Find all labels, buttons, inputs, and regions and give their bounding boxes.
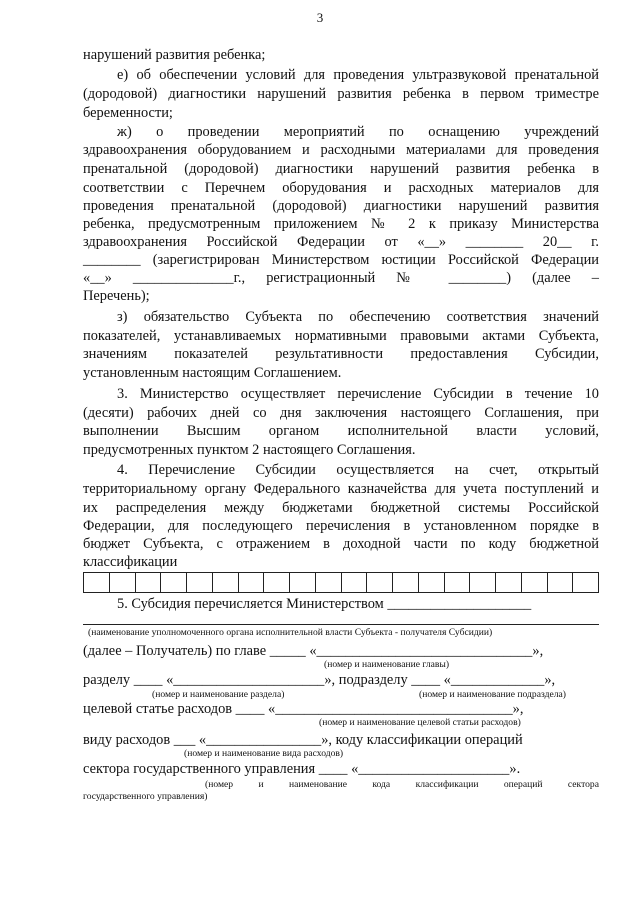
code-cell xyxy=(213,573,239,592)
text-line: их распределения между бюджетами бюджетной системы Российской xyxy=(83,500,599,516)
line-razdel: разделу ____ «_____________________», подразделу ____ «_____________», xyxy=(83,672,556,688)
caption-sektor-1: (номер и наименование кода классификации операций сектора xyxy=(205,779,599,790)
text-line: Федерации, для последующего перечисления в установленном порядке в xyxy=(83,518,599,534)
code-cell xyxy=(367,573,393,592)
org-name-rule xyxy=(83,624,599,625)
line-sektor: сектора государственного управления ____ «_____________________». xyxy=(83,761,521,777)
text-line: ребенка, предусмотренным приложением № 2 к приказу Министерства xyxy=(83,216,599,232)
code-cell xyxy=(187,573,213,592)
caption-glava: (номер и наименование главы) xyxy=(324,659,450,670)
code-cell xyxy=(548,573,574,592)
text-line: здравоохранения Российской Федерации от «__» ________ 20__ г. xyxy=(83,234,599,250)
caption-statya: (номер и наименование целевой статьи расходов) xyxy=(319,717,521,728)
text-line: беременности; xyxy=(83,105,173,121)
text-line: 4. Перечисление Субсидии осуществляется на счет, открытый xyxy=(117,462,599,478)
text-line: ж) о проведении мероприятий по оснащению учреждений xyxy=(117,124,599,140)
text-line: е) об обеспечении условий для проведения ультразвуковой пренатальной xyxy=(117,67,599,83)
budget-code-cells xyxy=(83,572,599,593)
line-glava: (далее – Получатель) по главе _____ «______________________________», xyxy=(83,643,544,659)
text-line: Перечень); xyxy=(83,288,150,304)
text-line: проведения пренатальной (дородовой) диагностики нарушений развития xyxy=(83,198,599,214)
text-line: территориальному органу Федерального казначейства для учета поступлений и xyxy=(83,481,599,497)
code-cell xyxy=(573,573,598,592)
text-line: (дородовой) диагностики нарушений развития ребенка в первом триместре xyxy=(83,86,599,102)
code-cell xyxy=(419,573,445,592)
text-line: установленным настоящим Соглашением. xyxy=(83,365,342,381)
text-line: (десяти) рабочих дней со дня заключения настоящего Соглашения, при xyxy=(83,405,599,421)
code-cell xyxy=(316,573,342,592)
code-cell xyxy=(136,573,162,592)
caption-org: (наименование уполномоченного органа исполнительной власти Субъекта - получателя Субсидии) xyxy=(88,627,493,638)
code-cell xyxy=(342,573,368,592)
text-line: 3. Министерство осуществляет перечисление Субсидии в течение 10 xyxy=(117,386,599,402)
code-cell xyxy=(239,573,265,592)
caption-vid: (номер и наименование вида расходов) xyxy=(184,748,344,759)
code-cell xyxy=(496,573,522,592)
line-vid: виду расходов ___ «________________», коду классификации операций xyxy=(83,732,523,748)
text-line: соответствии с Перечнем оборудования и расходных материалов для xyxy=(83,180,599,196)
code-cell xyxy=(290,573,316,592)
code-cell xyxy=(110,573,136,592)
text-line: нарушений развития ребенка; xyxy=(83,47,266,63)
code-cell xyxy=(161,573,187,592)
code-cell xyxy=(264,573,290,592)
code-cell xyxy=(522,573,548,592)
section5-title: 5. Субсидия перечисляется Министерством ____________________ xyxy=(117,596,532,612)
caption-podrazdel: (номер и наименование подраздела) xyxy=(419,689,566,700)
text-line: значениям показателей результативности предоставления Субсидии, xyxy=(83,346,599,362)
text-line: выполнении Высшим органом исполнительной власти условий, xyxy=(83,423,599,439)
caption-razdel: (номер и наименование раздела) xyxy=(152,689,285,700)
text-line: классификации xyxy=(83,554,178,570)
page-number: 3 xyxy=(316,10,324,25)
code-cell xyxy=(393,573,419,592)
code-cell xyxy=(84,573,110,592)
text-line: предусмотренных пунктом 2 настоящего Соглашения. xyxy=(83,442,416,458)
text-line: ________ (зарегистрирован Министерством юстиции Российской Федерации xyxy=(83,252,599,268)
text-line: пренатальной (дородовой) диагностики нарушений развития ребенка в xyxy=(83,161,599,177)
line-statya: целевой статье расходов ____ «_________________________________», xyxy=(83,701,524,717)
caption-sektor-2: государственного управления) xyxy=(83,791,208,802)
code-cell xyxy=(470,573,496,592)
text-line: показателей, устанавливаемых нормативными правовыми актами Субъекта, xyxy=(83,328,599,344)
text-line: «__» ______________г., регистрационный № ________) (далее – xyxy=(83,270,599,286)
text-line: бюджет Субъекта, с отражением в доходной части по коду бюджетной xyxy=(83,536,599,552)
text-line: з) обязательство Субъекта по обеспечению соответствия значений xyxy=(117,309,599,325)
code-cell xyxy=(445,573,471,592)
text-line: здравоохранения оборудованием и расходными материалами для проведения xyxy=(83,142,599,158)
